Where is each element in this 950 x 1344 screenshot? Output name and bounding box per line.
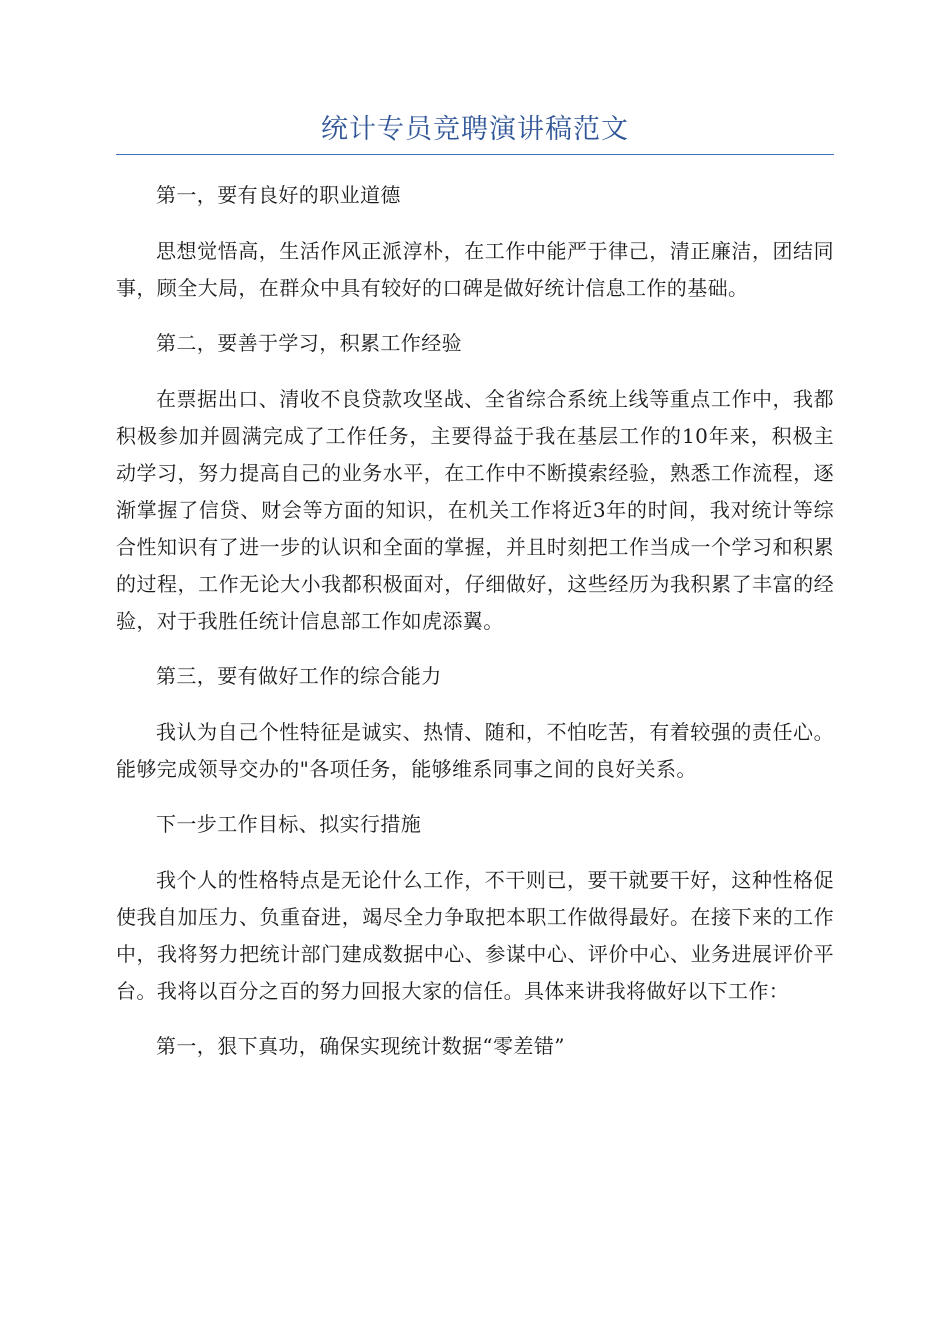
section-heading-learning: 第二，要善于学习，积累工作经验 [156, 331, 462, 355]
paragraph-ability-detail: 我认为自己个性特征是诚实、热情、随和，不怕吃苦，有着较强的责任心。能够完成领导交办的"各项任务，能够维系同事之间的良好关系。 [116, 720, 834, 781]
section-heading-ability: 第三，要有做好工作的综合能力 [156, 664, 442, 688]
paragraph-next-steps-detail: 我个人的性格特点是无论什么工作，不干则已，要干就要干好，这种性格促使我自加压力、负重奋进，竭尽全力争取把本职工作做得最好。在接下来的工作中，我将努力把统计部门建成数据中心、参谋中心、评价中心、业务进展评价平台。我将以百分之百的努力回报大家的信任。具体来讲我将做好以下工作： [116, 868, 834, 1003]
document-title: 统计专员竞聘演讲稿范文 [321, 114, 629, 145]
section-heading-zero-error: 第一，狠下真功，确保实现统计数据“零差错” [156, 1034, 565, 1058]
paragraph-learning-detail: 在票据出口、清收不良贷款攻坚战、全省综合系统上线等重点工作中，我都积极参加并圆满完成了工作任务，主要得益于我在基层工作的10年来，积极主动学习，努力提高自己的业务水平，在工作中不断摸索经验，熟悉工作流程，逐渐掌握了信贷、财会等方面的知识，在机关工作将近3年的时间，我对统计等综合性知识有了进一步的认识和全面的掌握，并且时刻把工作当成一个学习和积累的过程，工作无论大小我都积极面对，仔细做好，这些经历为我积累了丰富的经验，对于我胜任统计信息部工作如虎添翼。 [116, 387, 834, 633]
title-underline [116, 154, 834, 155]
section-heading-next-steps: 下一步工作目标、拟实行措施 [156, 812, 422, 836]
document-body [116, 177, 834, 1084]
paragraph-ethics-detail: 思想觉悟高，生活作风正派淳朴，在工作中能严于律己，清正廉洁，团结同事，顾全大局，在群众中具有较好的口碑是做好统计信息工作的基础。 [116, 239, 834, 300]
section-heading-professional-ethics: 第一，要有良好的职业道德 [156, 183, 401, 207]
